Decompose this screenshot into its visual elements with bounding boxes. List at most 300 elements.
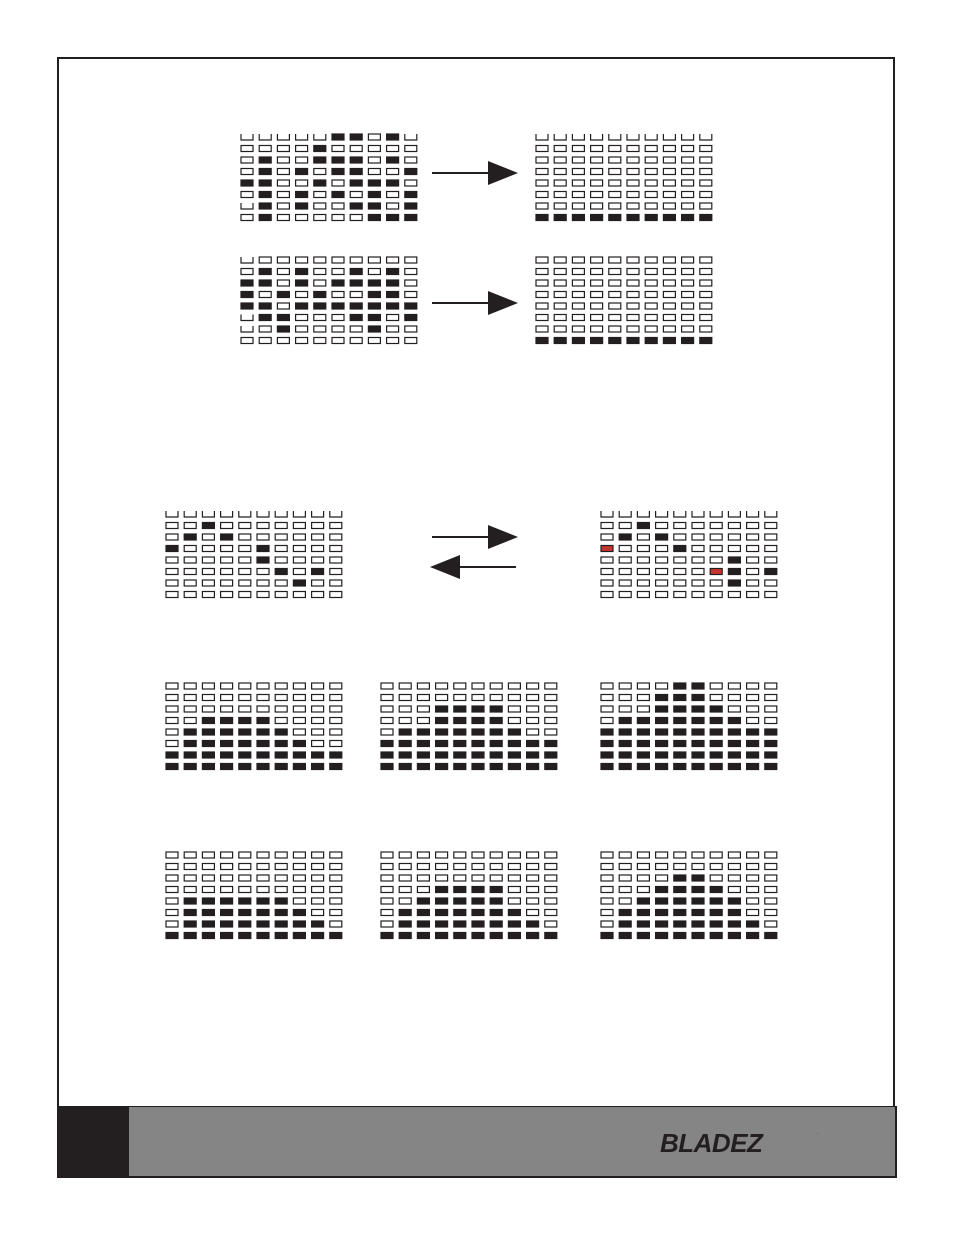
led-cell-off [765, 887, 777, 893]
led-cell-off [277, 157, 289, 163]
led-cell-off [508, 887, 520, 893]
led-cell-off [545, 898, 557, 904]
led-cell-on [674, 683, 686, 689]
led-cell-on [350, 134, 362, 140]
led-cell-off [591, 146, 603, 152]
led-cell-off [747, 695, 759, 701]
led-cell-off [619, 864, 631, 870]
led-cell-off [728, 683, 740, 689]
led-cell-off [527, 683, 539, 689]
led-cell-on [674, 910, 686, 916]
led-cell-off [609, 280, 621, 286]
led-cell-off [221, 546, 233, 552]
led-cell-on [601, 741, 613, 747]
led-cell-on [259, 303, 271, 309]
led-cell-on [637, 752, 649, 758]
led-cell-off [277, 257, 289, 263]
led-cell-on [259, 180, 271, 186]
led-cell-on [399, 910, 411, 916]
led-cell-on [239, 933, 251, 939]
led-cell-on [296, 192, 308, 198]
led-cell-off [682, 157, 694, 163]
led-cell-off [239, 569, 251, 575]
led-cell-on [527, 741, 539, 747]
led-cell-on [508, 729, 520, 735]
led-cell-on [692, 921, 704, 927]
led-cell-on [472, 898, 484, 904]
led-cell-off [591, 315, 603, 321]
led-cell-off [554, 292, 566, 298]
led-cell-off [202, 534, 214, 540]
led-cell-on [692, 718, 704, 724]
led-cell-off [637, 534, 649, 540]
led-cell-off [166, 898, 178, 904]
matrix-fig2-after [535, 256, 717, 348]
led-cell-open [241, 134, 253, 140]
led-cell-on [293, 921, 305, 927]
led-cell-open [277, 134, 289, 140]
led-cell-on [674, 898, 686, 904]
led-cell-on [293, 910, 305, 916]
led-cell-off [257, 864, 269, 870]
led-cell-on [202, 921, 214, 927]
led-cell-off [728, 546, 740, 552]
led-cell-on [184, 752, 196, 758]
led-cell-on [350, 169, 362, 175]
led-cell-off [405, 292, 417, 298]
led-cell-off [312, 864, 324, 870]
led-cell-off [405, 257, 417, 263]
led-cell-off [275, 706, 287, 712]
led-cell-off [536, 269, 548, 275]
led-cell-open [296, 134, 308, 140]
led-cell-off [645, 257, 657, 263]
footer-page-tab [57, 1106, 129, 1178]
led-cell-on [627, 338, 639, 344]
led-cell-off [591, 203, 603, 209]
led-cell-off [619, 523, 631, 529]
led-cell-off [312, 592, 324, 598]
led-cell-off [275, 695, 287, 701]
led-cell-on [637, 898, 649, 904]
led-cell-open [728, 511, 740, 517]
led-cell-off [656, 864, 668, 870]
led-cell-on [710, 933, 722, 939]
led-cell-off [381, 875, 393, 881]
led-cell-off [747, 557, 759, 563]
led-cell-off [554, 157, 566, 163]
led-cell-on [275, 764, 287, 770]
led-cell-off [293, 683, 305, 689]
led-cell-off [387, 203, 399, 209]
led-cell-off [330, 875, 342, 881]
led-cell-off [330, 546, 342, 552]
led-cell-off [314, 215, 326, 221]
led-cell-off [554, 257, 566, 263]
led-cell-on [637, 910, 649, 916]
led-cell-on [728, 569, 740, 575]
led-cell-off [601, 557, 613, 563]
led-cell-on [692, 706, 704, 712]
led-cell-on [490, 752, 502, 758]
led-cell-on [417, 741, 429, 747]
led-cell-on [637, 718, 649, 724]
led-cell-on [710, 921, 722, 927]
led-cell-on [619, 741, 631, 747]
led-cell-on [202, 898, 214, 904]
led-cell-off [221, 580, 233, 586]
led-cell-on [399, 741, 411, 747]
led-cell-on [221, 729, 233, 735]
led-cell-on [314, 146, 326, 152]
led-cell-off [710, 875, 722, 881]
led-cell-off [508, 898, 520, 904]
led-cell-off [627, 203, 639, 209]
led-cell-off [275, 864, 287, 870]
led-cell-off [417, 875, 429, 881]
led-cell-off [166, 534, 178, 540]
led-cell-on [350, 315, 362, 321]
led-cell-off [747, 898, 759, 904]
led-cell-on [692, 741, 704, 747]
led-cell-on [332, 192, 344, 198]
led-cell-off [417, 695, 429, 701]
right-arrow-icon [432, 158, 522, 188]
led-cell-off [645, 303, 657, 309]
led-cell-on [728, 898, 740, 904]
led-cell-on [257, 729, 269, 735]
led-cell-off [239, 695, 251, 701]
led-cell-off [710, 546, 722, 552]
led-cell-off [293, 729, 305, 735]
led-cell-off [663, 180, 675, 186]
led-cell-off [381, 718, 393, 724]
led-cell-off [674, 580, 686, 586]
led-cell-on [399, 921, 411, 927]
led-cell-off [663, 280, 675, 286]
led-cell-off [312, 718, 324, 724]
led-cell-off [554, 203, 566, 209]
led-cell-on [490, 921, 502, 927]
led-cell-off [609, 269, 621, 275]
led-cell-off [490, 852, 502, 858]
led-cell-off [259, 292, 271, 298]
led-cell-off [700, 192, 712, 198]
led-cell-off [747, 887, 759, 893]
led-cell-off [747, 852, 759, 858]
led-cell-off [330, 592, 342, 598]
led-cell-off [312, 852, 324, 858]
led-cell-off [710, 534, 722, 540]
led-cell-on [656, 695, 668, 701]
led-cell-open [405, 134, 417, 140]
led-cell-on [387, 292, 399, 298]
led-cell-on [601, 729, 613, 735]
led-cell-on [399, 729, 411, 735]
led-cell-off [619, 887, 631, 893]
led-cell-off [490, 875, 502, 881]
led-cell-off [166, 706, 178, 712]
led-cell-on [436, 741, 448, 747]
led-cell-off [609, 203, 621, 209]
led-cell-off [296, 257, 308, 263]
led-cell-on [296, 280, 308, 286]
led-cell-off [601, 592, 613, 598]
led-cell-off [472, 852, 484, 858]
led-cell-off [682, 280, 694, 286]
led-cell-off [536, 292, 548, 298]
led-cell-on [692, 875, 704, 881]
led-cell-off [765, 557, 777, 563]
led-cell-on [601, 764, 613, 770]
led-cell-off [656, 557, 668, 563]
led-cell-off [405, 326, 417, 332]
led-cell-off [682, 303, 694, 309]
led-cell-highlight [601, 546, 613, 552]
led-cell-off [765, 695, 777, 701]
led-cell-on [184, 729, 196, 735]
led-cell-off [692, 557, 704, 563]
led-cell-on [368, 292, 380, 298]
led-cell-on [368, 280, 380, 286]
led-cell-off [202, 864, 214, 870]
led-cell-on [472, 921, 484, 927]
led-cell-off [296, 315, 308, 321]
led-cell-on [674, 546, 686, 552]
led-cell-off [202, 852, 214, 858]
led-cell-on [545, 752, 557, 758]
led-cell-off [656, 546, 668, 552]
led-cell-on [728, 921, 740, 927]
led-cell-on [472, 718, 484, 724]
led-cell-off [330, 864, 342, 870]
led-cell-off [645, 315, 657, 321]
led-cell-off [747, 864, 759, 870]
led-cell-off [591, 280, 603, 286]
led-cell-off [368, 269, 380, 275]
led-cell-open [330, 511, 342, 517]
led-cell-on [656, 534, 668, 540]
led-cell-off [221, 683, 233, 689]
led-cell-off [765, 852, 777, 858]
led-cell-on [239, 910, 251, 916]
led-cell-off [609, 157, 621, 163]
led-cell-off [609, 169, 621, 175]
led-cell-on [405, 215, 417, 221]
led-cell-on [692, 729, 704, 735]
led-cell-off [184, 718, 196, 724]
led-cell-off [572, 280, 584, 286]
led-cell-off [656, 523, 668, 529]
led-cell-off [508, 718, 520, 724]
led-cell-off [527, 852, 539, 858]
led-cell-off [601, 718, 613, 724]
led-cell-on [368, 180, 380, 186]
led-cell-off [184, 592, 196, 598]
led-cell-off [239, 706, 251, 712]
led-cell-off [682, 192, 694, 198]
led-cell-off [692, 523, 704, 529]
led-cell-off [275, 580, 287, 586]
led-cell-off [765, 706, 777, 712]
led-cell-off [536, 315, 548, 321]
led-cell-on [674, 718, 686, 724]
led-cell-off [627, 257, 639, 263]
led-cell-off [572, 257, 584, 263]
led-cell-on [637, 741, 649, 747]
led-cell-off [275, 718, 287, 724]
led-cell-off [710, 683, 722, 689]
led-cell-off [296, 180, 308, 186]
led-cell-on [436, 764, 448, 770]
led-cell-off [637, 683, 649, 689]
led-cell-on [399, 752, 411, 758]
led-cell-on [765, 764, 777, 770]
led-cell-off [674, 864, 686, 870]
led-cell-off [645, 180, 657, 186]
led-cell-off [330, 910, 342, 916]
led-cell-off [601, 898, 613, 904]
led-cell-on [332, 134, 344, 140]
led-cell-off [619, 546, 631, 552]
led-cell-off [663, 257, 675, 263]
led-cell-off [536, 280, 548, 286]
led-cell-off [277, 169, 289, 175]
led-cell-on [314, 303, 326, 309]
led-cell-on [221, 910, 233, 916]
led-cell-off [293, 592, 305, 598]
led-cell-on [436, 910, 448, 916]
led-cell-off [619, 852, 631, 858]
led-cell-off [527, 695, 539, 701]
led-cell-on [275, 569, 287, 575]
led-cell-on [259, 203, 271, 209]
led-cell-off [332, 203, 344, 209]
led-cell-on [259, 280, 271, 286]
led-cell-off [601, 910, 613, 916]
led-cell-on [257, 557, 269, 563]
led-cell-off [472, 864, 484, 870]
led-cell-on [368, 326, 380, 332]
led-cell-off [627, 315, 639, 321]
led-cell-on [350, 203, 362, 209]
led-cell-off [674, 852, 686, 858]
led-cell-open [601, 511, 613, 517]
led-cell-off [202, 875, 214, 881]
led-cell-on [591, 338, 603, 344]
led-cell-on [350, 303, 362, 309]
led-cell-off [399, 718, 411, 724]
led-cell-on [536, 215, 548, 221]
led-cell-on [293, 764, 305, 770]
led-cell-on [627, 215, 639, 221]
led-cell-off [627, 303, 639, 309]
led-cell-on [399, 933, 411, 939]
led-cell-off [609, 326, 621, 332]
led-cell-on [656, 933, 668, 939]
led-cell-off [368, 134, 380, 140]
led-cell-off [202, 569, 214, 575]
led-cell-on [202, 752, 214, 758]
led-cell-off [381, 898, 393, 904]
led-cell-off [508, 695, 520, 701]
led-cell-on [166, 546, 178, 552]
led-cell-off [728, 695, 740, 701]
led-cell-off [350, 192, 362, 198]
led-cell-on [381, 933, 393, 939]
led-cell-on [202, 933, 214, 939]
led-cell-on [674, 729, 686, 735]
led-cell-off [241, 269, 253, 275]
led-cell-off [312, 557, 324, 563]
led-cell-on [241, 180, 253, 186]
led-cell-on [656, 898, 668, 904]
led-cell-off [700, 169, 712, 175]
led-cell-open [239, 511, 251, 517]
led-cell-off [166, 523, 178, 529]
led-cell-off [765, 921, 777, 927]
led-cell-off [350, 326, 362, 332]
led-cell-off [293, 875, 305, 881]
led-cell-on [682, 215, 694, 221]
led-cell-off [368, 338, 380, 344]
led-cell-off [692, 569, 704, 575]
led-cell-off [184, 523, 196, 529]
led-cell-on [619, 921, 631, 927]
led-cell-off [527, 729, 539, 735]
led-cell-on [637, 729, 649, 735]
led-cell-on [508, 910, 520, 916]
led-cell-open [674, 511, 686, 517]
led-cell-off [221, 695, 233, 701]
led-cell-open [293, 511, 305, 517]
led-cell-on [674, 875, 686, 881]
led-cell-off [609, 146, 621, 152]
led-cell-off [454, 683, 466, 689]
led-cell-off [296, 292, 308, 298]
led-cell-off [710, 852, 722, 858]
led-cell-off [601, 695, 613, 701]
led-cell-on [601, 752, 613, 758]
led-cell-off [700, 280, 712, 286]
led-cell-on [257, 546, 269, 552]
led-cell-off [277, 146, 289, 152]
led-cell-off [700, 269, 712, 275]
led-cell-on [728, 718, 740, 724]
led-cell-on [202, 741, 214, 747]
led-cell-off [239, 523, 251, 529]
led-cell-off [417, 864, 429, 870]
led-cell-off [663, 169, 675, 175]
led-cell-off [399, 852, 411, 858]
led-cell-off [609, 303, 621, 309]
led-cell-off [627, 146, 639, 152]
led-cell-off [202, 887, 214, 893]
led-cell-off [663, 269, 675, 275]
led-cell-on [381, 764, 393, 770]
led-cell-off [221, 523, 233, 529]
led-cell-on [692, 764, 704, 770]
led-cell-on [619, 534, 631, 540]
led-cell-off [536, 303, 548, 309]
led-cell-on [728, 741, 740, 747]
led-cell-on [490, 729, 502, 735]
led-cell-on [239, 898, 251, 904]
led-cell-off [627, 326, 639, 332]
led-cell-off [166, 718, 178, 724]
led-cell-off [637, 557, 649, 563]
led-cell-off [293, 569, 305, 575]
